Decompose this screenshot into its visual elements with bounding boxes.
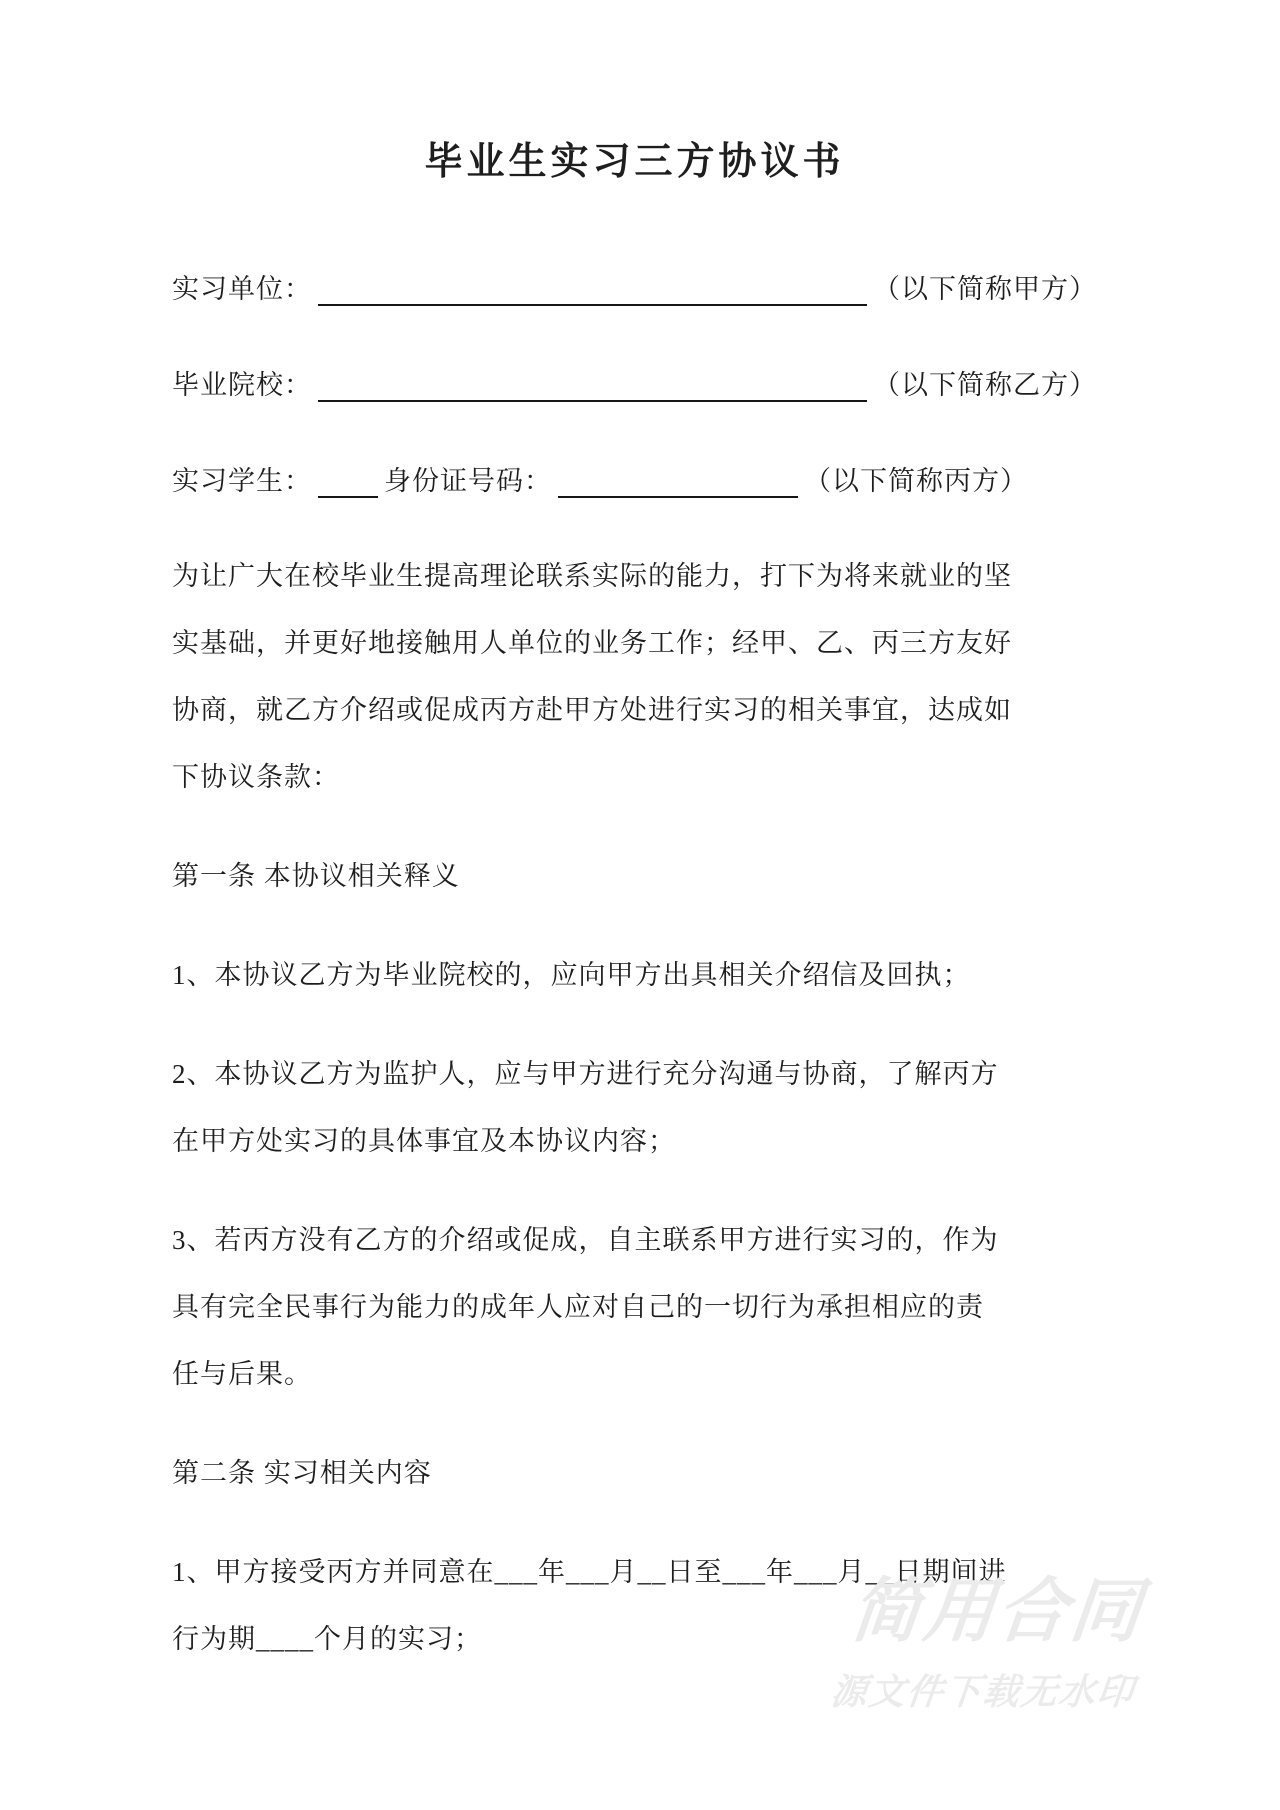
intro-line: 为让广大在校毕业生提高理论联系实际的能力，打下为将来就业的坚 — [172, 561, 1012, 591]
watermark-tagline: 源文件下载无水印 — [828, 1671, 1138, 1712]
school-label: 毕业院校： — [172, 370, 312, 400]
article1-item2-line: 2、本协议乙方为监护人，应与甲方进行充分沟通与协商，了解丙方 — [172, 1059, 999, 1089]
form-row-school — [172, 362, 1097, 402]
article1-item2-line: 在甲方处实习的具体事宜及本协议内容； — [172, 1126, 676, 1156]
watermark — [829, 1572, 1148, 1714]
article1-item2 — [172, 1041, 1097, 1175]
article2-heading-block — [172, 1440, 1097, 1507]
student-suffix: （以下简称丙方） — [804, 466, 1028, 496]
article1-heading: 第一条 本协议相关释义 — [172, 861, 460, 891]
company-suffix: （以下简称甲方） — [873, 274, 1097, 304]
intro-line: 实基础，并更好地接触用人单位的业务工作；经甲、乙、丙三方友好 — [172, 628, 1012, 658]
form-row-company — [172, 266, 1097, 306]
school-suffix: （以下简称乙方） — [873, 370, 1097, 400]
article2-item1-line: 行为期____个月的实习； — [172, 1624, 482, 1654]
article1-item1 — [172, 942, 1097, 1009]
intro-paragraph — [172, 543, 1097, 811]
intro-line: 协商，就乙方介绍或促成丙方赴甲方处进行实习的相关事宜，达成如 — [172, 695, 1012, 725]
document-content — [172, 0, 1097, 1673]
article2-item1-line: 1、甲方接受丙方并同意在___年___月__日至___年___月__日期间进 — [172, 1557, 1007, 1587]
student-name-blank-field[interactable] — [318, 462, 378, 498]
student-id-label: 身份证号码： — [384, 466, 552, 496]
student-id-blank-field[interactable] — [558, 462, 798, 498]
company-blank-field[interactable] — [318, 270, 867, 306]
article1-item3-line: 3、若丙方没有乙方的介绍或促成，自主联系甲方进行实习的，作为 — [172, 1225, 999, 1255]
article1-item3 — [172, 1207, 1097, 1408]
page-title: 毕业生实习三方协议书 — [424, 141, 845, 183]
company-label: 实习单位： — [172, 274, 312, 304]
form-row-student — [172, 458, 1097, 498]
watermark-brand: 简用合同 — [847, 1572, 1148, 1650]
article1-item3-line: 具有完全民事行为能力的成年人应对自己的一切行为承担相应的责 — [172, 1292, 984, 1322]
article1-item3-line: 任与后果。 — [172, 1359, 312, 1389]
article1-heading-block — [172, 843, 1097, 910]
student-label: 实习学生： — [172, 466, 312, 496]
intro-line: 下协议条款： — [172, 762, 340, 792]
school-blank-field[interactable] — [318, 366, 867, 402]
article2-heading: 第二条 实习相关内容 — [172, 1458, 432, 1488]
article1-item1-line: 1、本协议乙方为毕业院校的，应向甲方出具相关介绍信及回执； — [172, 960, 971, 990]
